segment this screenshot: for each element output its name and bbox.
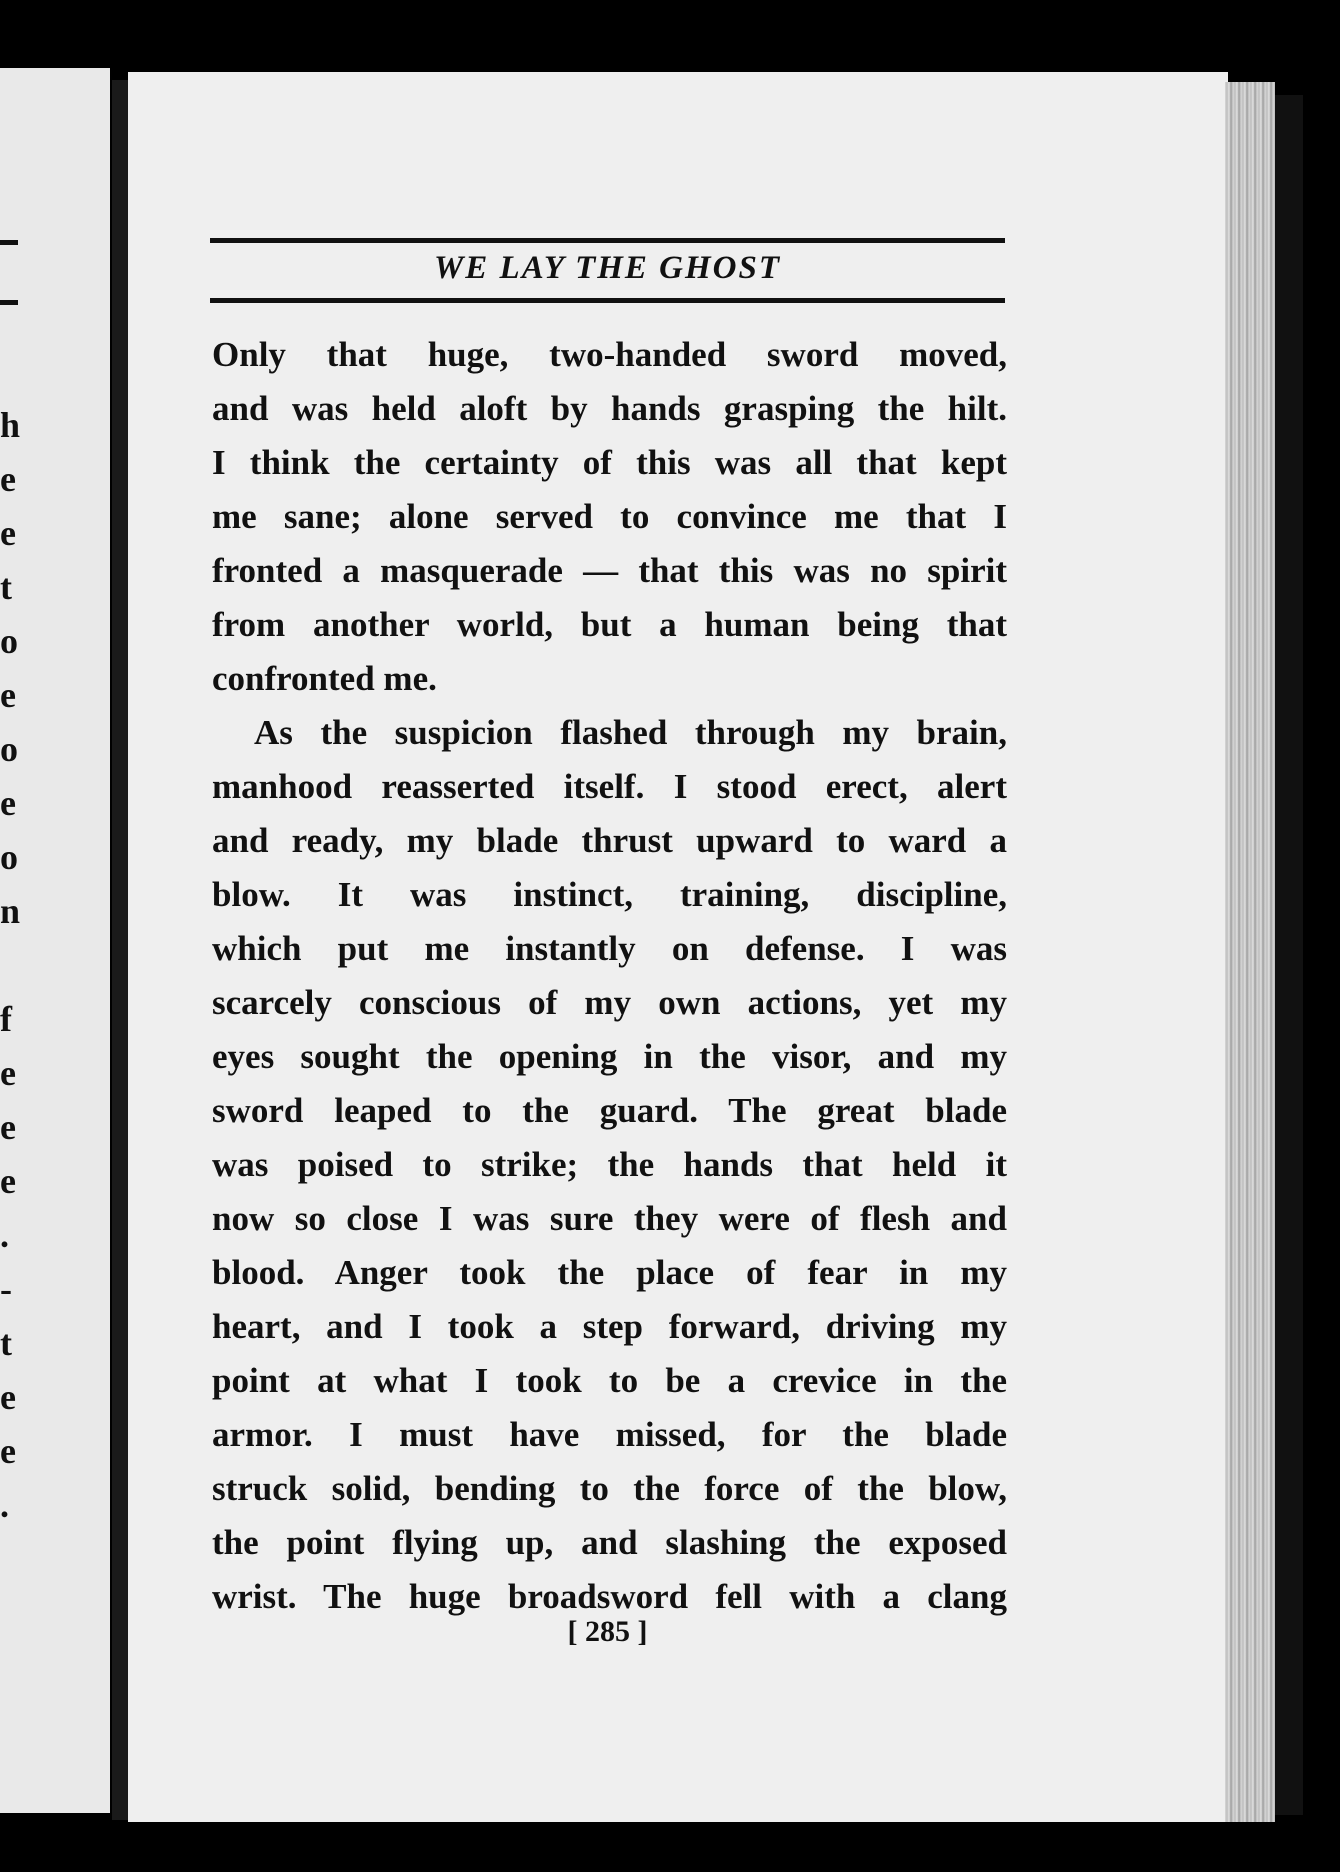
text-line: fronted a masquerade — that this was no spirit — [212, 551, 1007, 590]
margin-letter: . — [0, 1215, 9, 1255]
margin-letter: f — [0, 999, 12, 1039]
text-line: As the suspicion flashed through my brain, — [254, 713, 1007, 752]
text-line: scarcely conscious of my own actions, yet my — [212, 983, 1007, 1022]
margin-letter: e — [0, 1107, 16, 1147]
text-line: and ready, my blade thrust upward to ward a — [212, 821, 1007, 860]
margin-letter: e — [0, 783, 16, 823]
text-line: blow. It was instinct, training, discipline, — [212, 875, 1007, 914]
margin-letter: e — [0, 513, 16, 553]
margin-letter: e — [0, 1161, 16, 1201]
text-line: armor. I must have missed, for the blade — [212, 1415, 1007, 1454]
page-edge-stack — [1225, 82, 1275, 1822]
text-line: from another world, but a human being that — [212, 605, 1007, 644]
text-line: Only that huge, two-handed sword moved, — [212, 335, 1007, 374]
text-line: manhood reasserted itself. I stood erect, alert — [212, 767, 1007, 806]
text-line: confronted me. — [212, 659, 437, 698]
text-line: now so close I was sure they were of flesh and — [212, 1199, 1007, 1238]
margin-letter — [0, 938, 14, 992]
book-gutter — [112, 80, 128, 1820]
margin-letter: e — [0, 675, 16, 715]
margin-letter: e — [0, 1053, 16, 1093]
text-line: blood. Anger took the place of fear in my — [212, 1253, 1007, 1292]
margin-letter: o — [0, 729, 18, 769]
running-head-top-rule — [210, 238, 1005, 243]
book-cover-edge — [1275, 95, 1303, 1815]
text-line: I think the certainty of this was all that kept — [212, 443, 1007, 482]
text-line: eyes sought the opening in the visor, and my — [212, 1037, 1007, 1076]
facing-page-rule — [0, 240, 18, 245]
margin-letter: o — [0, 621, 18, 661]
page-number: [ 285 ] — [567, 1615, 648, 1648]
text-line: wrist. The huge broadsword fell with a clang — [212, 1577, 1007, 1616]
text-line: which put me instantly on defense. I was — [212, 929, 1007, 968]
running-head-bottom-rule — [210, 298, 1005, 303]
margin-letter: e — [0, 1377, 16, 1417]
margin-letter: . — [0, 1485, 9, 1525]
margin-letter: h — [0, 405, 21, 445]
text-line: point at what I took to be a crevice in the — [212, 1361, 1007, 1400]
text-line: heart, and I took a step forward, driving my — [212, 1307, 1007, 1346]
paragraph — [212, 328, 1007, 706]
facing-page-rule — [0, 300, 18, 305]
margin-letter: t — [0, 1323, 12, 1363]
text-line: sword leaped to the guard. The great blade — [212, 1091, 1007, 1130]
facing-page-edge — [0, 68, 110, 1813]
paragraph — [212, 706, 1007, 1624]
margin-letter: t — [0, 567, 12, 607]
running-head — [210, 238, 1005, 304]
text-line: the point flying up, and slashing the exposed — [212, 1523, 1007, 1562]
body-text — [212, 328, 1007, 1624]
margin-letter: e — [0, 459, 16, 499]
text-line: struck solid, bending to the force of the blow, — [212, 1469, 1007, 1508]
margin-letter: - — [0, 1269, 12, 1309]
running-head-title: WE LAY THE GHOST — [433, 250, 782, 286]
text-line: was poised to strike; the hands that held it — [212, 1145, 1007, 1184]
facing-page-margin-letters — [0, 398, 21, 1532]
margin-letter: n — [0, 891, 21, 931]
margin-letter: o — [0, 837, 18, 877]
text-line: me sane; alone served to convince me that I — [212, 497, 1007, 536]
margin-letter: e — [0, 1431, 16, 1471]
text-line: and was held aloft by hands grasping the hilt. — [212, 389, 1007, 428]
